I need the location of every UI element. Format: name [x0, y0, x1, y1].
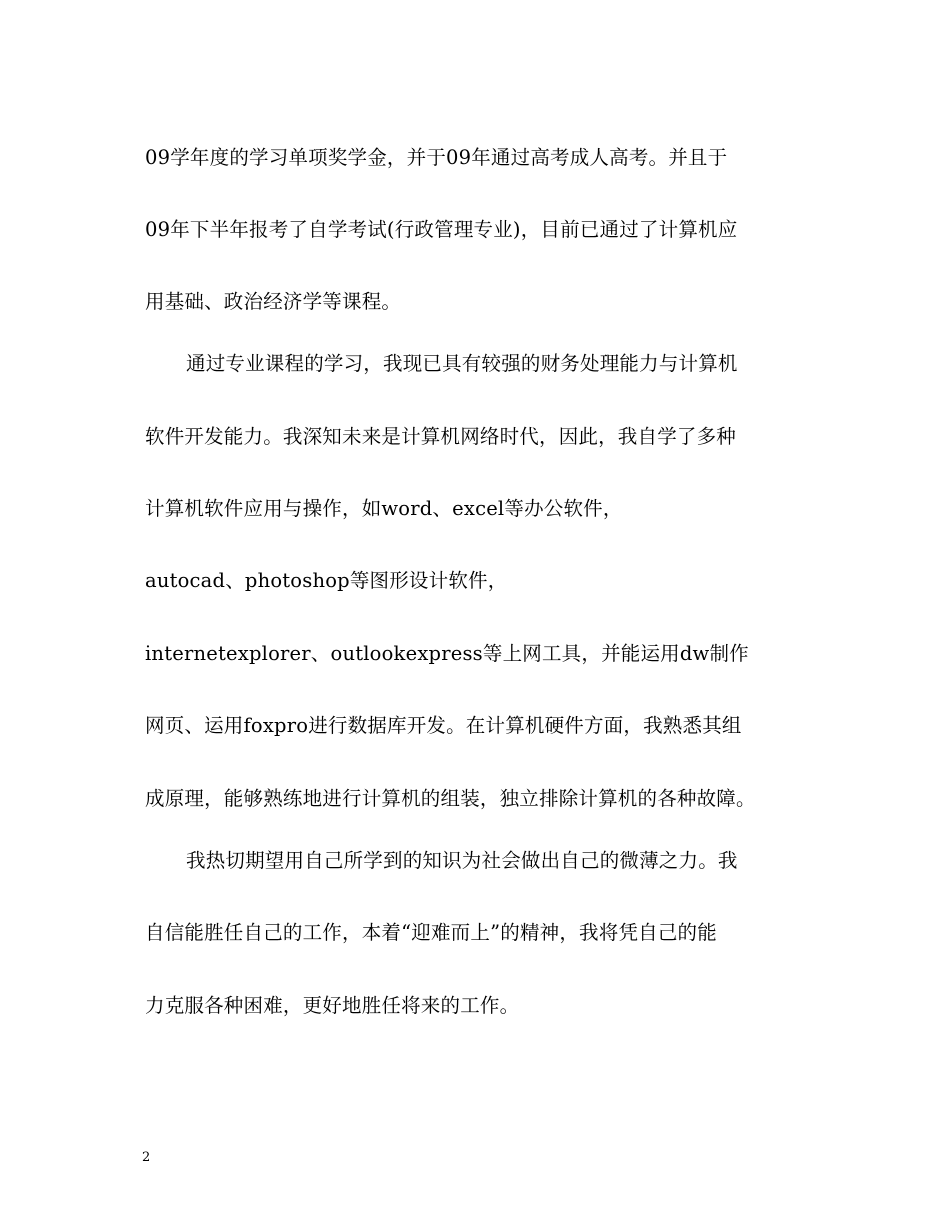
- text-line: autocad、photoshop等图形设计软件，: [145, 569, 508, 592]
- text-line: 用基础、政治经济学等课程。: [145, 290, 402, 313]
- text-line: 网页、运用foxpro进行数据库开发。在计算机硬件方面，我熟悉其组: [145, 714, 742, 737]
- paragraph-start-line: 通过专业课程的学习，我现已具有较强的财务处理能力与计算机: [186, 352, 738, 375]
- text-line: 09年下半年报考了自学考试(行政管理专业)，目前已通过了计算机应: [145, 218, 738, 241]
- paragraph-start-line: 我热切期望用自己所学到的知识为社会做出自己的微薄之力。我: [186, 849, 738, 872]
- text-line: 软件开发能力。我深知未来是计算机网络时代，因此，我自学了多种: [145, 425, 737, 448]
- page-number: 2: [142, 1150, 151, 1165]
- text-line: internetexplorer、outlookexpress等上网工具，并能运用dw制作: [145, 642, 749, 665]
- text-line: 09学年度的学习单项奖学金，并于09年通过高考成人高考。并且于: [145, 146, 728, 169]
- text-line: 成原理，能够熟练地进行计算机的组装，独立排除计算机的各种故障。: [145, 787, 756, 810]
- text-line: 计算机软件应用与操作，如word、excel等办公软件，: [145, 497, 623, 520]
- text-line: 力克服各种困难，更好地胜任将来的工作。: [145, 994, 520, 1017]
- text-line: 自信能胜任自己的工作，本着“迎难而上”的精神，我将凭自己的能: [145, 921, 717, 944]
